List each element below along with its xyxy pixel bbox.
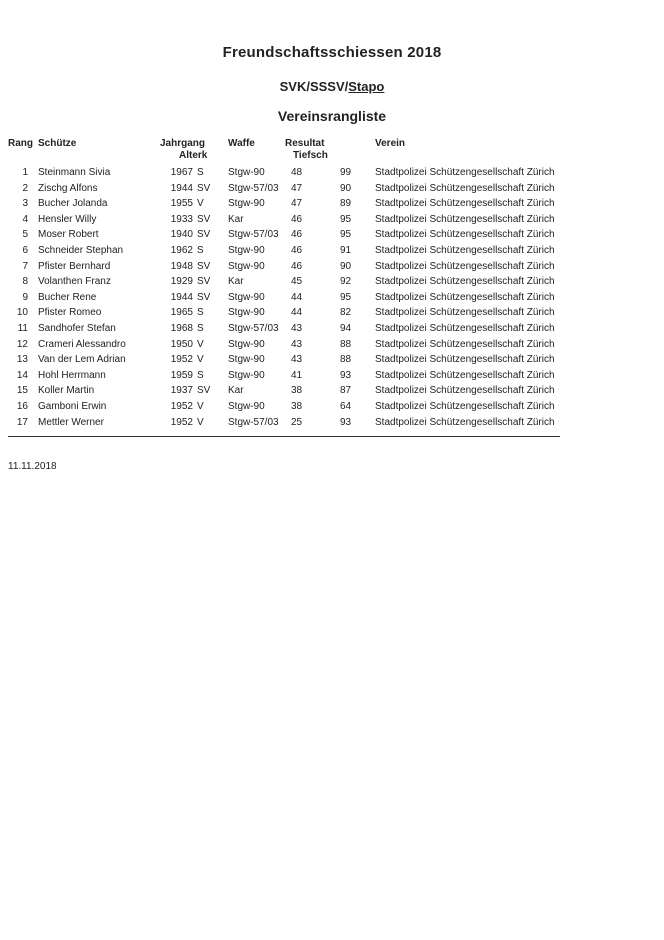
cell-tiefsch: 95 [340,229,352,241]
table-row [0,260,664,276]
cell-jahrgang: 1962 [170,244,193,256]
cell-verein: Stadtpolizei Schützengesellschaft Zürich [375,338,555,350]
cell-alterk: SV [197,385,211,397]
cell-jahrgang: 1944 [170,291,193,303]
cell-tiefsch: 90 [340,182,352,194]
cell-resultat: 43 [291,354,303,366]
cell-schuetze: Bucher Jolanda [38,198,108,210]
cell-rang: 4 [22,213,28,225]
cell-verein: Stadtpolizei Schützengesellschaft Zürich [375,182,555,194]
cell-alterk: SV [197,182,211,194]
table-row [0,275,664,291]
cell-waffe: Stgw-57/03 [228,182,279,194]
cell-tiefsch: 93 [340,416,352,428]
header-schuetze: Schütze [38,138,77,149]
cell-schuetze: Koller Martin [38,385,95,397]
cell-schuetze: Sandhofer Stefan [38,322,116,334]
cell-schuetze: Bucher Rene [38,291,97,303]
cell-verein: Stadtpolizei Schützengesellschaft Zürich [375,198,555,210]
subtitle-plain: SVK/SSSV/ [279,79,349,94]
cell-resultat: 38 [291,385,303,397]
cell-resultat: 43 [291,322,303,334]
cell-jahrgang: 1937 [170,385,193,397]
table-row [0,197,664,213]
cell-alterk: S [197,307,204,319]
table-row [0,213,664,229]
ranking-table [0,166,664,431]
cell-resultat: 46 [291,244,303,256]
list-title: Vereinsrangliste [277,108,387,124]
cell-waffe: Stgw-57/03 [228,322,279,334]
cell-waffe: Stgw-90 [228,167,265,178]
cell-schuetze: Moser Robert [38,229,99,241]
cell-rang: 2 [22,182,28,194]
cell-jahrgang: 1967 [170,167,193,178]
cell-tiefsch: 92 [340,276,352,288]
cell-verein: Stadtpolizei Schützengesellschaft Zürich [375,307,555,319]
cell-tiefsch: 95 [340,291,352,303]
cell-waffe: Stgw-90 [228,369,265,381]
table-row [0,228,664,244]
cell-jahrgang: 1929 [170,276,193,288]
cell-jahrgang: 1965 [170,307,193,319]
cell-waffe: Stgw-57/03 [228,229,279,241]
table-row [0,400,664,416]
cell-verein: Stadtpolizei Schützengesellschaft Zürich [375,369,555,381]
cell-resultat: 43 [291,338,303,350]
cell-jahrgang: 1948 [170,260,193,272]
cell-alterk: V [197,400,204,412]
cell-alterk: SV [197,213,211,225]
cell-schuetze: Van der Lem Adrian [38,354,126,366]
cell-waffe: Kar [228,276,244,288]
cell-schuetze: Hohl Herrmann [38,369,106,381]
cell-alterk: S [197,369,204,381]
cell-tiefsch: 94 [340,322,352,334]
cell-resultat: 41 [291,369,303,381]
cell-rang: 9 [22,291,28,303]
cell-alterk: SV [197,291,211,303]
cell-waffe: Kar [228,213,244,225]
header-verein: Verein [375,138,406,149]
cell-schuetze: Zischg Alfons [38,182,98,194]
table-row [0,322,664,338]
cell-schuetze: Steinmann Sivia [38,167,111,178]
cell-waffe: Stgw-57/03 [228,416,279,428]
table-row [0,306,664,322]
cell-tiefsch: 64 [340,400,352,412]
cell-alterk: SV [197,229,211,241]
cell-tiefsch: 99 [340,167,352,178]
cell-jahrgang: 1940 [170,229,193,241]
cell-tiefsch: 91 [340,244,352,256]
cell-schuetze: Hensler Willy [38,213,97,225]
table-row [0,338,664,354]
cell-schuetze: Mettler Werner [38,416,104,428]
document-subtitle [0,79,664,94]
header-tiefsch: Tiefsch [293,150,328,161]
cell-verein: Stadtpolizei Schützengesellschaft Zürich [375,416,555,428]
cell-alterk: V [197,354,204,366]
cell-rang: 6 [22,244,28,256]
subtitle-underlined: Stapo [348,79,385,94]
cell-alterk: V [197,416,204,428]
cell-schuetze: Schneider Stephan [38,244,124,256]
header-jahrgang: Jahrgang [160,138,206,149]
table-row [0,291,664,307]
cell-waffe: Stgw-90 [228,354,265,366]
header-rang: Rang [8,138,33,149]
cell-resultat: 46 [291,229,303,241]
cell-verein: Stadtpolizei Schützengesellschaft Zürich [375,260,555,272]
cell-resultat: 44 [291,307,303,319]
cell-waffe: Kar [228,385,244,397]
cell-alterk: S [197,244,204,256]
table-row [0,166,664,182]
cell-rang: 10 [16,307,28,319]
cell-jahrgang: 1933 [170,213,193,225]
cell-tiefsch: 89 [340,198,352,210]
cell-tiefsch: 95 [340,213,352,225]
header-resultat: Resultat [285,138,325,149]
cell-alterk: S [197,322,204,334]
cell-tiefsch: 88 [340,354,352,366]
cell-alterk: V [197,338,204,350]
cell-rang: 17 [16,416,28,428]
cell-resultat: 25 [291,416,303,428]
cell-jahrgang: 1952 [170,416,193,428]
cell-waffe: Stgw-90 [228,244,265,256]
cell-resultat: 47 [291,182,303,194]
cell-verein: Stadtpolizei Schützengesellschaft Zürich [375,291,555,303]
cell-waffe: Stgw-90 [228,400,265,412]
table-bottom-rule [8,436,560,437]
cell-schuetze: Crameri Alessandro [38,338,126,350]
cell-jahrgang: 1944 [170,182,193,194]
cell-resultat: 47 [291,198,303,210]
cell-verein: Stadtpolizei Schützengesellschaft Zürich [375,276,555,288]
cell-rang: 1 [22,167,28,178]
cell-schuetze: Pfister Romeo [38,307,102,319]
cell-tiefsch: 88 [340,338,352,350]
cell-schuetze: Gamboni Erwin [38,400,107,412]
table-row [0,384,664,400]
cell-resultat: 45 [291,276,303,288]
cell-resultat: 44 [291,291,303,303]
cell-schuetze: Pfister Bernhard [38,260,111,272]
cell-jahrgang: 1952 [170,354,193,366]
cell-waffe: Stgw-90 [228,338,265,350]
cell-rang: 13 [16,354,28,366]
cell-jahrgang: 1959 [170,369,193,381]
cell-alterk: SV [197,276,211,288]
cell-tiefsch: 87 [340,385,352,397]
cell-verein: Stadtpolizei Schützengesellschaft Zürich [375,385,555,397]
cell-jahrgang: 1955 [170,198,193,210]
cell-alterk: V [197,198,204,210]
header-waffe: Waffe [228,138,255,149]
cell-jahrgang: 1952 [170,400,193,412]
cell-tiefsch: 82 [340,307,352,319]
table-row [0,353,664,369]
cell-tiefsch: 93 [340,369,352,381]
cell-schuetze: Volanthen Franz [38,276,111,288]
cell-rang: 5 [22,229,28,241]
cell-rang: 7 [22,260,28,272]
cell-waffe: Stgw-90 [228,291,265,303]
cell-resultat: 38 [291,400,303,412]
cell-verein: Stadtpolizei Schützengesellschaft Zürich [375,229,555,241]
cell-verein: Stadtpolizei Schützengesellschaft Zürich [375,244,555,256]
cell-rang: 16 [16,400,28,412]
cell-resultat: 48 [291,167,303,178]
cell-rang: 14 [16,369,28,381]
cell-alterk: S [197,167,204,178]
cell-rang: 11 [17,322,28,334]
cell-rang: 8 [22,276,28,288]
cell-verein: Stadtpolizei Schützengesellschaft Zürich [375,354,555,366]
cell-waffe: Stgw-90 [228,307,265,319]
table-row [0,369,664,385]
document-date: 11.11.2018 [8,461,57,472]
cell-verein: Stadtpolizei Schützengesellschaft Zürich [375,322,555,334]
table-row [0,416,664,432]
cell-verein: Stadtpolizei Schützengesellschaft Zürich [375,167,555,178]
cell-jahrgang: 1968 [170,322,193,334]
cell-tiefsch: 90 [340,260,352,272]
document-title: Freundschaftsschiessen 2018 [222,44,442,61]
cell-waffe: Stgw-90 [228,198,265,210]
cell-rang: 15 [16,385,28,397]
cell-resultat: 46 [291,260,303,272]
cell-alterk: SV [197,260,211,272]
cell-rang: 3 [22,198,28,210]
header-alterk: Alterk [179,150,208,161]
cell-verein: Stadtpolizei Schützengesellschaft Zürich [375,213,555,225]
cell-rang: 12 [16,338,28,350]
cell-waffe: Stgw-90 [228,260,265,272]
cell-resultat: 46 [291,213,303,225]
cell-verein: Stadtpolizei Schützengesellschaft Zürich [375,400,555,412]
table-row [0,244,664,260]
cell-jahrgang: 1950 [170,338,193,350]
table-row [0,182,664,198]
